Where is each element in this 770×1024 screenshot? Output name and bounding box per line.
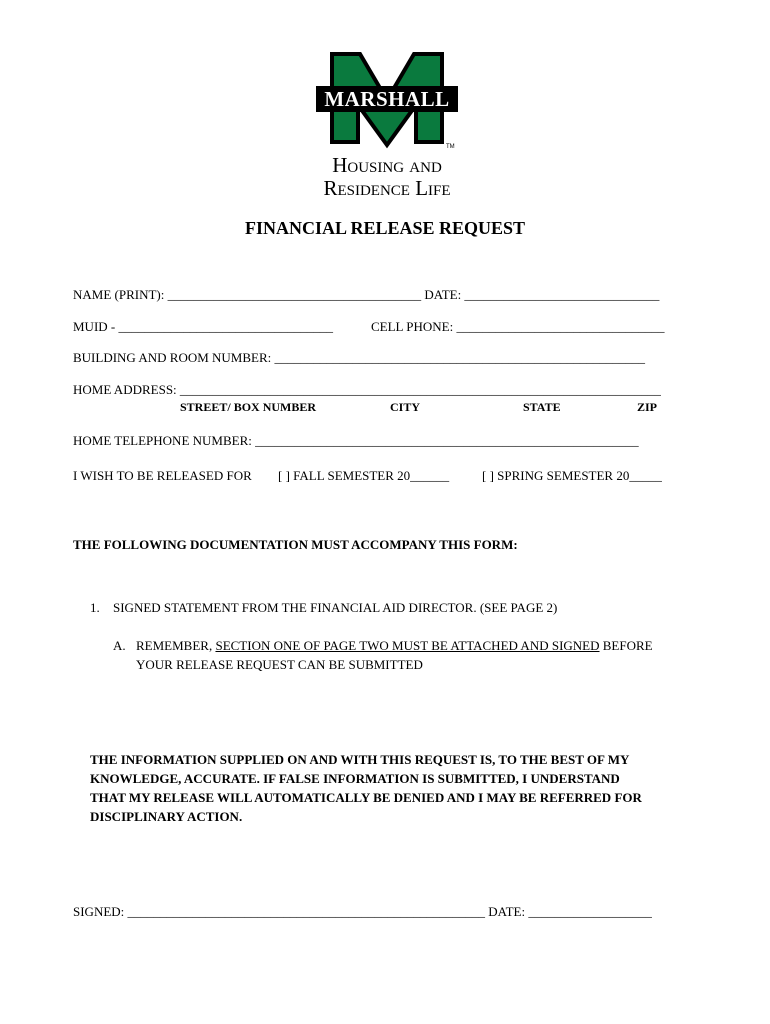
- certification-line-1: THE INFORMATION SUPPLIED ON AND WITH THIS REQUEST IS, TO THE BEST OF MY: [90, 752, 630, 767]
- itemA-line2: YOUR RELEASE REQUEST CAN BE SUBMITTED: [136, 657, 423, 672]
- documentation-heading: THE FOLLOWING DOCUMENTATION MUST ACCOMPANY THIS FORM:: [73, 537, 518, 552]
- home-telephone-field[interactable]: HOME TELEPHONE NUMBER: ___________________________________________________________: [73, 433, 639, 448]
- item1-text: SIGNED STATEMENT FROM THE FINANCIAL AID DIRECTOR. (SEE PAGE 2): [113, 600, 558, 615]
- svg-text:TM: TM: [446, 144, 455, 150]
- address-label-street: STREET/ BOX NUMBER: [180, 400, 317, 414]
- spring-semester-checkbox[interactable]: [ ] SPRING SEMESTER 20_____: [482, 468, 662, 483]
- marshall-m-icon: [302, 50, 472, 200]
- item1-number: 1.: [90, 600, 100, 615]
- cell-phone-field[interactable]: CELL PHONE: ________________________________: [371, 319, 665, 334]
- address-label-zip: ZIP: [637, 400, 658, 414]
- muid-field[interactable]: MUID - _________________________________: [73, 319, 333, 334]
- itemA-text: REMEMBER, SECTION ONE OF PAGE TWO MUST BE ATTACHED AND SIGNED BEFORE: [136, 638, 653, 653]
- address-label-city: CITY: [390, 400, 421, 414]
- address-label-state: STATE: [523, 400, 561, 414]
- logo-dept-line2: Residence Life: [323, 176, 451, 200]
- itemA-underlined: SECTION ONE OF PAGE TWO MUST BE ATTACHED AND SIGNED: [215, 638, 600, 653]
- building-room-field[interactable]: BUILDING AND ROOM NUMBER: _________________________________________________________: [73, 350, 646, 365]
- release-intro: I WISH TO BE RELEASED FOR: [73, 468, 252, 483]
- certification-line-4: DISCIPLINARY ACTION.: [90, 809, 243, 824]
- page-title: FINANCIAL RELEASE REQUEST: [244, 218, 526, 238]
- fall-semester-checkbox[interactable]: [ ] FALL SEMESTER 20______: [278, 468, 450, 483]
- certification-line-3: THAT MY RELEASE WILL AUTOMATICALLY BE DENIED AND I MAY BE REFERRED FOR: [90, 790, 642, 805]
- home-address-field[interactable]: HOME ADDRESS: __________________________________________________________________________: [73, 382, 661, 397]
- logo-wordmark: MARSHALL: [324, 87, 450, 111]
- itemA-letter: A.: [113, 638, 126, 653]
- name-date-field[interactable]: NAME (PRINT): _______________________________________ DATE: ______________________________: [73, 287, 660, 302]
- logo-dept-line1: Housing and: [332, 153, 442, 177]
- signature-date-field[interactable]: SIGNED: _______________________________________________________ DATE: ___________________: [73, 904, 652, 919]
- certification-line-2: KNOWLEDGE, ACCURATE. IF FALSE INFORMATION IS SUBMITTED, I UNDERSTAND: [90, 771, 620, 786]
- marshall-housing-logo: [302, 50, 472, 200]
